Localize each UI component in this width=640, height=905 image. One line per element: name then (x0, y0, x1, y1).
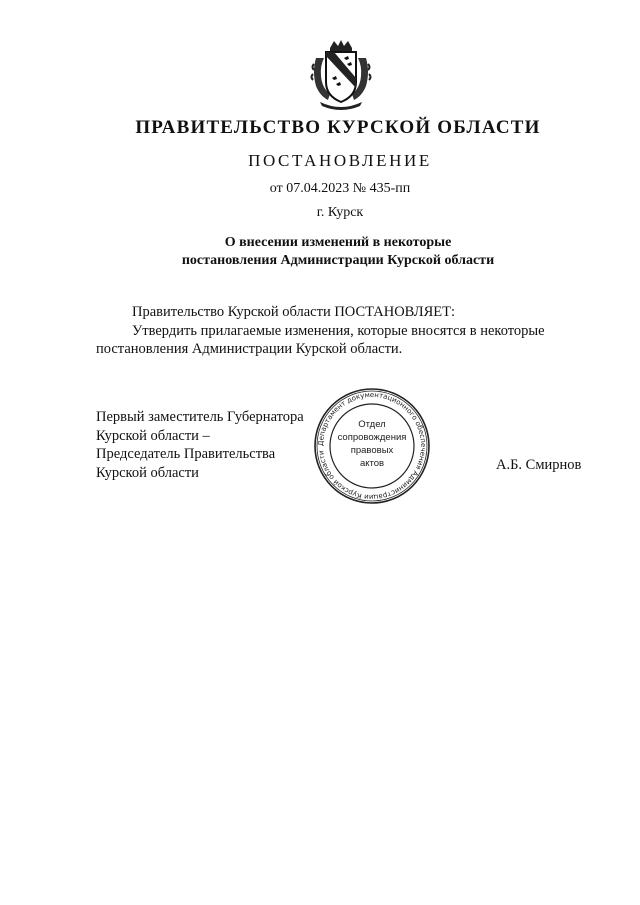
coat-of-arms-icon (308, 38, 374, 110)
stamp-inner-line-1: Отдел (358, 419, 386, 430)
body-paragraph-1: Правительство Курской области ПОСТАНОВЛЯЕТ: (132, 304, 456, 320)
body-paragraph-2-line-2: постановления Администрации Курской области. (96, 341, 403, 357)
signatory-name: А.Б. Смирнов (496, 457, 582, 473)
stamp-inner-text (332, 418, 412, 470)
document-type: ПОСТАНОВЛЕНИЕ (248, 151, 432, 170)
government-title: ПРАВИТЕЛЬСТВО КУРСКОЙ ОБЛАСТИ (135, 117, 541, 138)
city-line: г. Курск (316, 205, 364, 220)
body-paragraph-2-line-1: Утвердить прилагаемые изменения, которые вносятся в некоторые (132, 322, 545, 339)
stamp-inner-line-3: правовых (350, 445, 394, 456)
subject-line-1: О внесении изменений в некоторые (224, 235, 452, 250)
decree-body (96, 303, 580, 359)
date-number-line: от 07.04.2023 № 435-пп (269, 181, 411, 196)
decree-subject (0, 234, 640, 270)
stamp-inner-line-2: сопровождения (337, 432, 407, 443)
signatory-title-line-1: Первый заместитель Губернатора (96, 409, 304, 425)
signatory-title-line-4: Курской области (96, 464, 199, 481)
subject-line-2: постановления Администрации Курской области (181, 253, 495, 268)
signatory-title-line-3: Председатель Правительства (96, 446, 276, 462)
stamp-inner-line-4: актов (359, 458, 385, 469)
signatory-title (96, 408, 304, 482)
stamp-ring-text: Департамент документационного обеспечения Администрации Курской области (316, 390, 428, 502)
signatory-title-line-2: Курской области – (96, 427, 210, 444)
